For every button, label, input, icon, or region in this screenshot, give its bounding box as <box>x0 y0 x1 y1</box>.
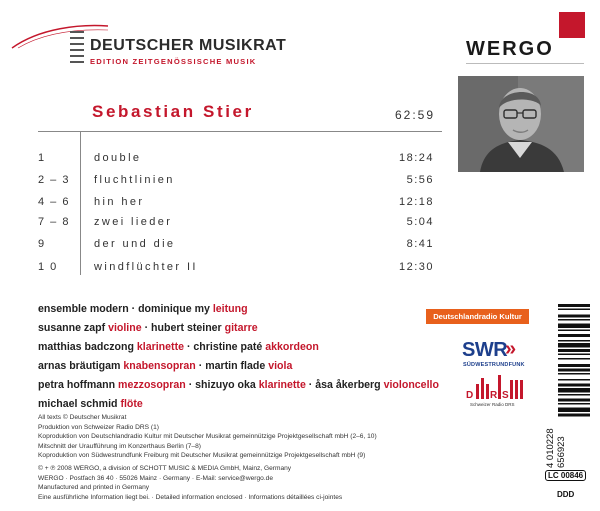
performer-role: klarinette <box>136 341 184 353</box>
performer-names: susanne zapf <box>38 322 109 334</box>
performer-line <box>38 341 319 353</box>
credits-block <box>38 413 377 461</box>
track-title: zwei lieder <box>94 216 173 228</box>
barcode-bar <box>558 315 590 318</box>
barcode-bar <box>558 373 590 375</box>
performer-role: gitarre <box>224 322 258 334</box>
track-number: 9 <box>38 238 46 250</box>
swr-logo: SWR <box>462 339 508 361</box>
track-title: fluchtlinien <box>94 174 175 186</box>
barcode-bar <box>558 309 590 311</box>
publisher-line: WERGO · Postfach 36 40 · 55026 Mainz · Germany · E-Mail: service@wergo.de <box>38 474 273 482</box>
barcode-bar <box>558 343 590 348</box>
performer-line <box>38 398 143 410</box>
drs-letter-r: R <box>490 390 498 400</box>
drs-logo <box>466 374 528 400</box>
performer-line <box>38 322 258 334</box>
composer-portrait <box>458 76 584 172</box>
lc-code: LC 00846 <box>545 470 586 481</box>
drs-letter-d: D <box>466 390 474 400</box>
barcode-bar <box>558 304 590 307</box>
barcode-bar <box>558 319 590 321</box>
track-row <box>38 196 442 218</box>
performer-names: michael schmid <box>38 398 121 410</box>
performer-names: · shizuyo oka <box>185 379 259 391</box>
performer-role: klarinette <box>258 379 306 391</box>
barcode-bar <box>558 369 590 372</box>
track-duration: 5:56 <box>406 174 434 186</box>
dlr-logo: Deutschlandradio Kultur <box>426 309 529 324</box>
performer-role: leitung <box>212 303 248 315</box>
track-number: 2 – 3 <box>38 174 70 186</box>
publisher-line: Eine ausführliche Information liegt bei. · Detailed information enclosed · Informations détaillées ci-jointes <box>38 493 343 501</box>
composer-name: Sebastian Stier <box>92 102 254 121</box>
track-title: hin her <box>94 196 145 208</box>
track-row <box>38 216 442 238</box>
performer-line <box>38 360 292 372</box>
performer-role: viola <box>268 360 293 372</box>
performer-names: · hubert steiner <box>141 322 225 334</box>
barcode-bar <box>558 384 590 387</box>
track-duration: 8:41 <box>406 238 434 250</box>
swr-subtitle: SÜDWESTRUNDFUNK <box>463 362 525 368</box>
barcode-bar <box>558 408 590 413</box>
header-rule <box>38 131 442 132</box>
credit-line: Produktion von Schweizer Radio DRS (1) <box>38 423 159 431</box>
barcode-bar <box>558 340 590 342</box>
track-duration: 12:30 <box>398 261 434 273</box>
barcode-bar <box>558 354 590 356</box>
track-row <box>38 174 442 196</box>
barcode-bar <box>558 379 590 381</box>
performer-role: violoncello <box>383 379 439 391</box>
track-title: der und die <box>94 238 176 250</box>
track-number: 1 0 <box>38 261 58 273</box>
performer-names: petra hoffmann <box>38 379 119 391</box>
publisher-block <box>38 464 342 502</box>
track-duration: 18:24 <box>398 152 434 164</box>
barcode-bar <box>558 349 590 352</box>
barcode-bar <box>558 399 590 402</box>
label-red-square <box>559 12 585 38</box>
barcode-bar <box>558 324 590 329</box>
performer-line <box>38 379 439 391</box>
track-number: 1 <box>38 152 46 164</box>
performer-role: akkordeon <box>265 341 319 353</box>
performer-role: mezzosopran <box>118 379 186 391</box>
label-logo: WERGO <box>466 38 554 60</box>
barcode-bar <box>558 364 590 367</box>
performer-line <box>38 303 248 315</box>
credit-line: Koproduktion von Deutschlandradio Kultur mit Deutscher Musikrat gemeinnützige Projektgesellschaft mbH (2–6, 10) <box>38 433 377 441</box>
org-title: DEUTSCHER MUSIKRAT <box>90 37 287 54</box>
drs-subtitle: Schweizer Radio DRS <box>470 402 515 407</box>
track-title: double <box>94 152 142 164</box>
publisher-line: © + ℗ 2008 WERGO, a division of SCHOTT MUSIC & MEDIA GmbH, Mainz, Germany <box>38 465 292 472</box>
performer-names: · martin flade <box>195 360 269 372</box>
track-title: windflüchter II <box>94 261 198 273</box>
barcode-bar <box>558 388 590 393</box>
barcode-bar <box>558 403 590 405</box>
track-number: 4 – 6 <box>38 196 70 208</box>
track-row <box>38 261 442 283</box>
track-duration: 5:04 <box>406 216 434 228</box>
track-row <box>38 238 442 260</box>
performer-role: knabensopran <box>123 360 196 372</box>
org-subtitle: EDITION ZEITGENÖSSISCHE MUSIK <box>90 57 257 66</box>
performer-names: · åsa åkerberg <box>305 379 384 391</box>
performer-names: · christine paté <box>184 341 266 353</box>
org-logo-bars <box>70 31 84 67</box>
credit-line: Mitschnitt der Uraufführung im Konzerthaus Berlin (7–8) <box>38 442 201 450</box>
credit-line: All texts © Deutscher Musikrat <box>38 414 127 421</box>
barcode-number: 4 010228 656923 <box>545 428 567 468</box>
barcode-bar <box>558 358 590 360</box>
publisher-line: Manufactured and printed in Germany <box>38 484 150 492</box>
performer-role: violine <box>108 322 142 334</box>
ddd-label: DDD <box>557 490 575 499</box>
performer-names: arnas bräutigam <box>38 360 124 372</box>
barcode-bar <box>558 330 590 332</box>
credit-line: Koproduktion von Südwestrundfunk Freiburg mit Deutscher Musikrat gemeinnützige Projektgesellschaft mbH (9) <box>38 452 366 460</box>
barcode-bar <box>558 334 590 337</box>
performer-names: matthias badczong <box>38 341 137 353</box>
label-underline <box>466 63 584 64</box>
performer-names: ensemble modern · dominique my <box>38 303 213 315</box>
drs-letter-s: S <box>502 390 509 400</box>
total-duration: 62:59 <box>395 108 436 122</box>
track-duration: 12:18 <box>398 196 434 208</box>
track-number: 7 – 8 <box>38 216 70 228</box>
track-row <box>38 152 442 174</box>
performer-role: flöte <box>120 398 143 410</box>
barcode-bar <box>558 394 590 396</box>
swr-arrow-icon: » <box>505 338 517 360</box>
